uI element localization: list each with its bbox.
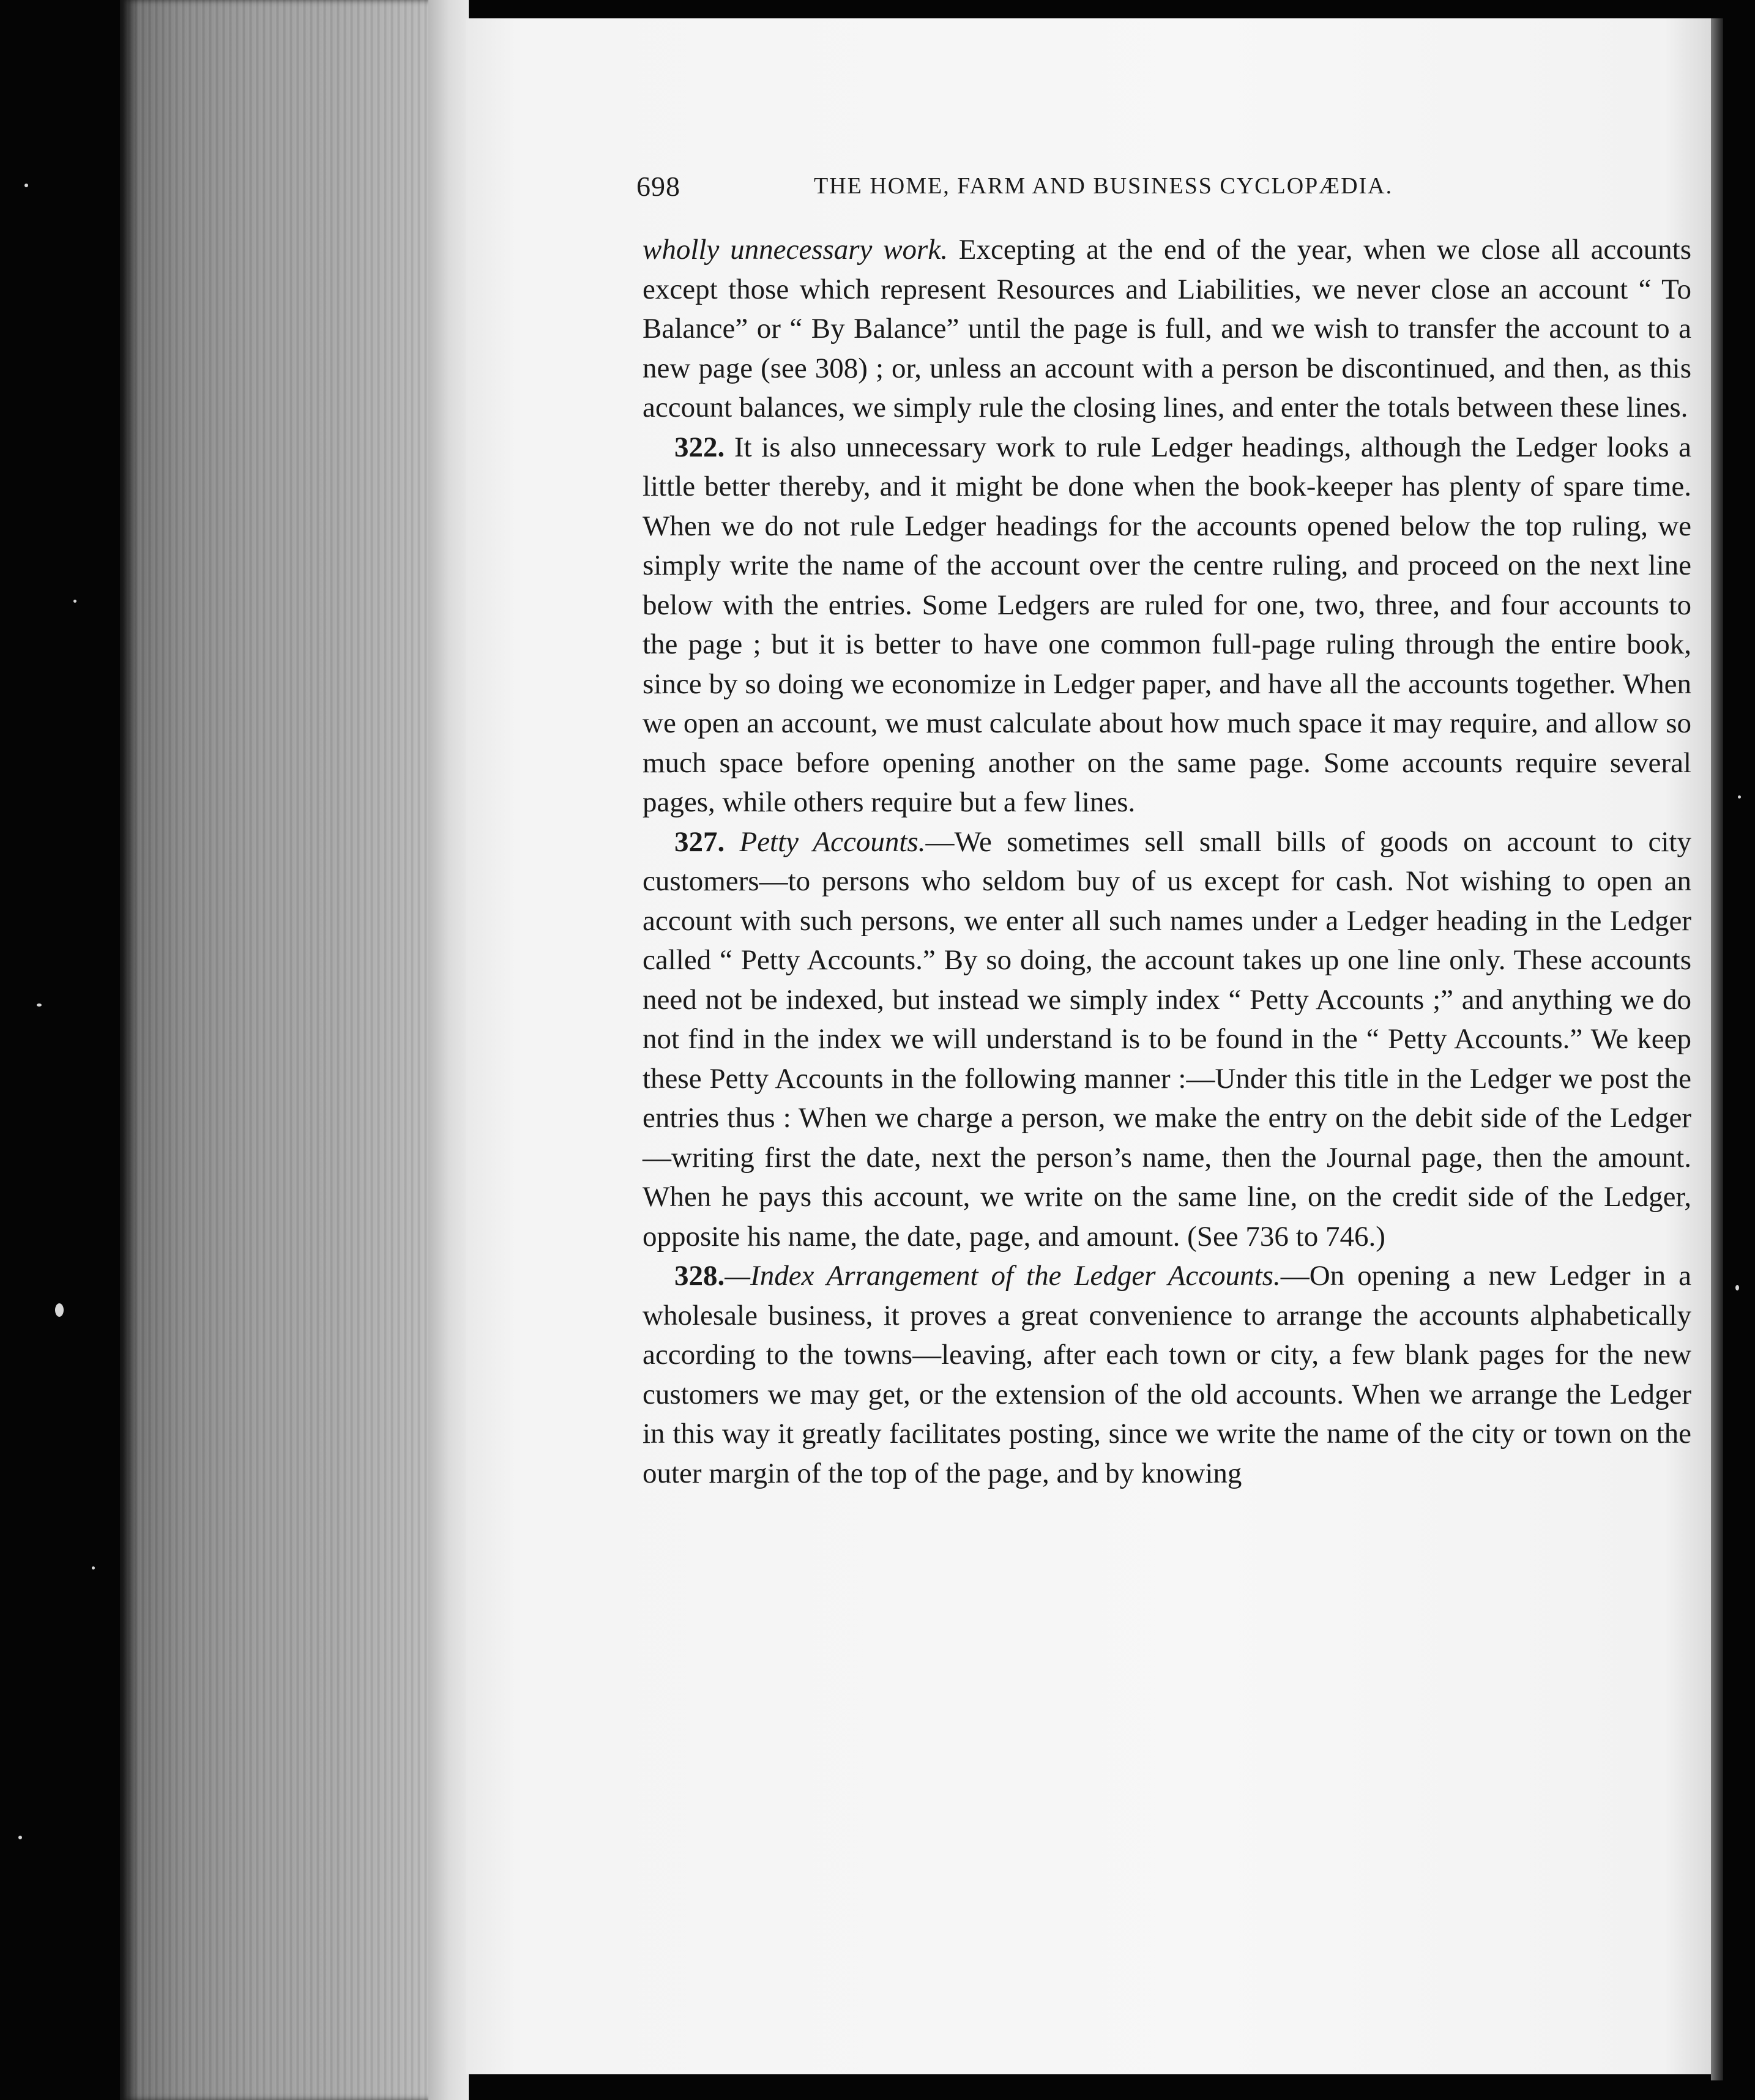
paragraph-number: 327. xyxy=(674,825,725,858)
dust-speck xyxy=(55,1303,64,1317)
dust-speck xyxy=(18,1836,22,1839)
paragraph-text: It is also unnecessary work to rule Ledger headings, although the Ledger looks a little better thereby, and it might be done when the book-keeper has plenty of spare time. When we do not rule Ledger headings for the accounts opened below the top ruling, we simply write the name of the account over the centre ruling, and proceed on the next line below with the entries. Some Ledgers are ruled for one, two, three, and four accounts to the page ; but it is better to have one common full-page ruling through the entire book, since by so doing we economize in Ledger paper, and have all the accounts together. When we open an account, we must calculate about how much space it may require, and allow so much space before opening another on the same page. Some accounts require several pages, while others require but a few lines. xyxy=(643,431,1691,818)
running-head xyxy=(636,165,1518,214)
paragraph-322 xyxy=(643,428,1691,822)
page-right-edge xyxy=(1711,18,1723,2080)
paragraph-328 xyxy=(643,1256,1691,1493)
book-gutter xyxy=(428,0,469,2100)
dust-speck xyxy=(1738,795,1741,799)
paragraph-number: 322. xyxy=(674,431,725,463)
book-page-edges xyxy=(120,0,469,2100)
running-title: THE HOME, FARM AND BUSINESS CYCLOPÆDIA. xyxy=(814,173,1393,199)
section-title: —Index Arrangement of the Ledger Accounts. xyxy=(725,1260,1281,1292)
paragraph-continued xyxy=(643,230,1691,428)
page-body xyxy=(643,230,1691,1493)
paragraph-327 xyxy=(643,822,1691,1257)
paragraph-text: —We sometimes sell small bills of goods on account to city customers—to persons who seldom buy of us except for cash. Not wishing to open an account with such persons, we enter all such names under a Ledger heading in the Ledger called “ Petty Accounts.” By so doing, the account takes up one line only. These accounts need not be indexed, but instead we simply index “ Petty Accounts ;” and anything we do not find in the index we will understand is to be found in the “ Petty Accounts.” We keep these Petty Accounts in the following manner :—Under this title in the Ledger we post the entries thus : When we charge a person, we make the entry on the debit side of the Ledger—writing first the date, next the person’s name, then the Journal page, then the amount. When he pays this account, we write on the same line, on the credit side of the Ledger, opposite his name, the date, page, and amount. (See 736 to 746.) xyxy=(643,825,1691,1253)
dust-speck xyxy=(24,184,28,187)
section-title: Petty Accounts. xyxy=(725,825,926,858)
dust-speck xyxy=(1735,1285,1739,1290)
dust-speck xyxy=(73,600,76,603)
dust-speck xyxy=(37,1003,42,1007)
paragraph-number: 328. xyxy=(674,1260,725,1292)
dust-speck xyxy=(92,1566,95,1569)
paragraph-text: —On opening a new Ledger in a wholesale business, it proves a great convenience to arrange the accounts alphabetically according to the towns—leaving, after each town or city, a few blank pages for the new customers we may get, or the extension of the old accounts. When we arrange the Ledger in this way it greatly facilitates posting, since we write the name of the city or town on the outer margin of the top of the page, and by knowing xyxy=(643,1260,1691,1489)
italic-lead: wholly unnecessary work. xyxy=(643,234,948,266)
paragraph-text: Excepting at the end of the year, when we close all accounts except those which represent Resources and Liabilities, we never close an account “ To Balance” or “ By Balance” until the page is full, and we wish to transfer the account to a new page (see 308) ; or, unless an account with a person be discontinued, and then, as this account balances, we simply rule the closing lines, and enter the totals between these lines. xyxy=(643,234,1691,423)
page-number: 698 xyxy=(636,171,680,202)
